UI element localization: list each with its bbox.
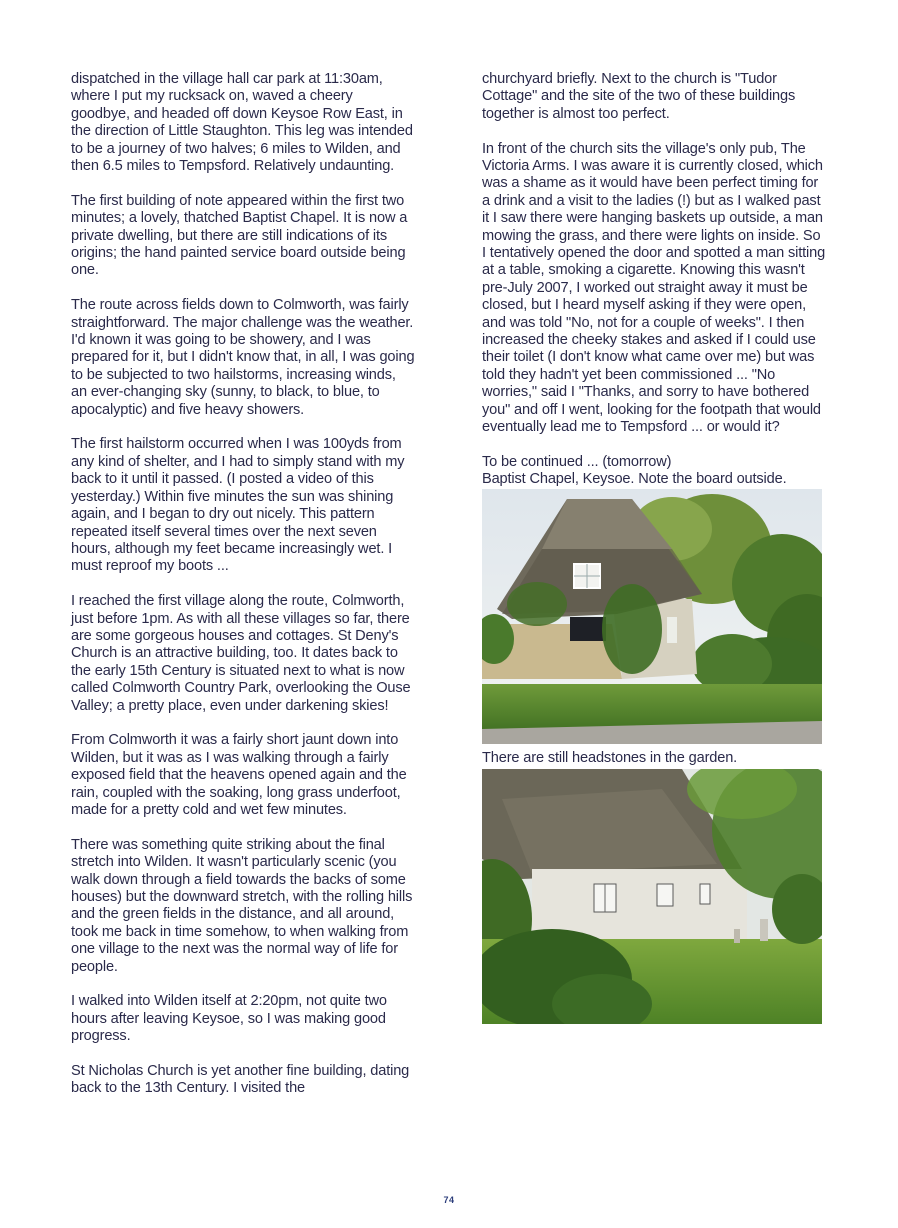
paragraph: From Colmworth it was a fairly short jaunt down into Wilden, but it was as I was walking through a fairly exposed field that the heavens opened again and the rain, coupled with the soaking, long grass underfoot, made for a pretty cold and wet few minutes.	[71, 732, 407, 818]
paragraph: There was something quite striking about the final stretch into Wilden. It wasn't particularly scenic (you walk down through a field towards the backs of some houses) but the downward stretch, with the rolling hills and the green fields in the distance, and all around, took me back in time somehow, to when walking from one village to the next was the normal way of life for people.	[71, 836, 413, 975]
photo-caption-headstones: There are still headstones in the garden.	[482, 749, 738, 766]
left-column	[71, 71, 415, 1115]
right-column	[482, 71, 827, 1024]
cottage-garden-illustration	[482, 769, 822, 1024]
paragraph: churchyard briefly. Next to the church is "Tudor Cottage" and the site of the two of these buildings together is almost too perfect.	[482, 71, 796, 122]
paragraph: The first building of note appeared within the first two minutes; a lovely, thatched Baptist Chapel. It is now a private dwelling, but there are still indications of its origins; the hand painted service board outside being one.	[71, 192, 408, 279]
paragraph: In front of the church sits the village's only pub, The Victoria Arms. I was aware it is currently closed, which was a shame as it would have been perfect timing for a drink and a visit to the ladies (!) but as I walked past it I saw there were hanging baskets up outside, a man mowing the grass, and there were lights on inside. So I tentatively opened the door and spotted a man sitting at a table, smoking a cigarette. Knowing this wasn't pre-July 2007, I worked out straight away it must be closed, but I heard myself asking if they were open, and was told "No, not for a couple of weeks". I then increased the cheeky stakes and asked if I could use their toilet (I don't know what came over me) but was told they hadn't yet been commissioned ... "No worries," said I "Thanks, and sorry to have bothered you" and off I went, looking for the footpath that would eventually lead me to Tempsford ... or would it?	[482, 140, 826, 436]
paragraph: St Nicholas Church is yet another fine building, dating back to the 13th Century. I visited the	[71, 1063, 410, 1097]
paragraph: The route across fields down to Colmworth, was fairly straightforward. The major challenge was the weather. I'd known it was going to be showery, and I was prepared for it, but I didn't know that, in all, I was going to be subjected to two hailstorms, increasing winds, an ever-changing sky (sunny, to black, to blue, to apocalyptic) and five heavy showers.	[71, 297, 415, 418]
paragraph: I reached the first village along the route, Colmworth, just before 1pm. As with all these villages so far, there are some gorgeous houses and cottages. St Deny's Church is an attractive building, too. It dates back to the early 15th Century is situated next to what is now called Colmworth Country Park, overlooking the Ouse Valley; a pretty place, even under darkening skies!	[71, 593, 411, 714]
paragraph: The first hailstorm occurred when I was 100yds from any kind of shelter, and I had to simply stand with my back to it until it passed. (I posted a video of this yesterday.) Within five minutes the sun was shining again, and I began to dry out nicely. This pattern repeated itself several times over the next seven hours, although my feet became increasingly wet. I must reproof my boots ...	[71, 436, 405, 575]
chapel-illustration	[482, 489, 822, 744]
photo-caption-chapel: Baptist Chapel, Keysoe. Note the board outside.	[482, 471, 787, 488]
photo-garden-headstones	[482, 769, 822, 1024]
photo-baptist-chapel	[482, 489, 822, 744]
continued-line: To be continued ... (tomorrow)	[482, 453, 672, 470]
paragraph: dispatched in the village hall car park at 11:30am, where I put my rucksack on, waved a cheery goodbye, and headed off down Keysoe Row East, in the direction of Little Staughton. This leg was intended to be a journey of two halves; 6 miles to Wilden, and then 6.5 miles to Tempsford. Relatively undaunting.	[71, 71, 413, 175]
page-number: 74	[443, 1195, 455, 1205]
paragraph: I walked into Wilden itself at 2:20pm, not quite two hours after leaving Keysoe, so I was making good progress.	[71, 993, 387, 1045]
